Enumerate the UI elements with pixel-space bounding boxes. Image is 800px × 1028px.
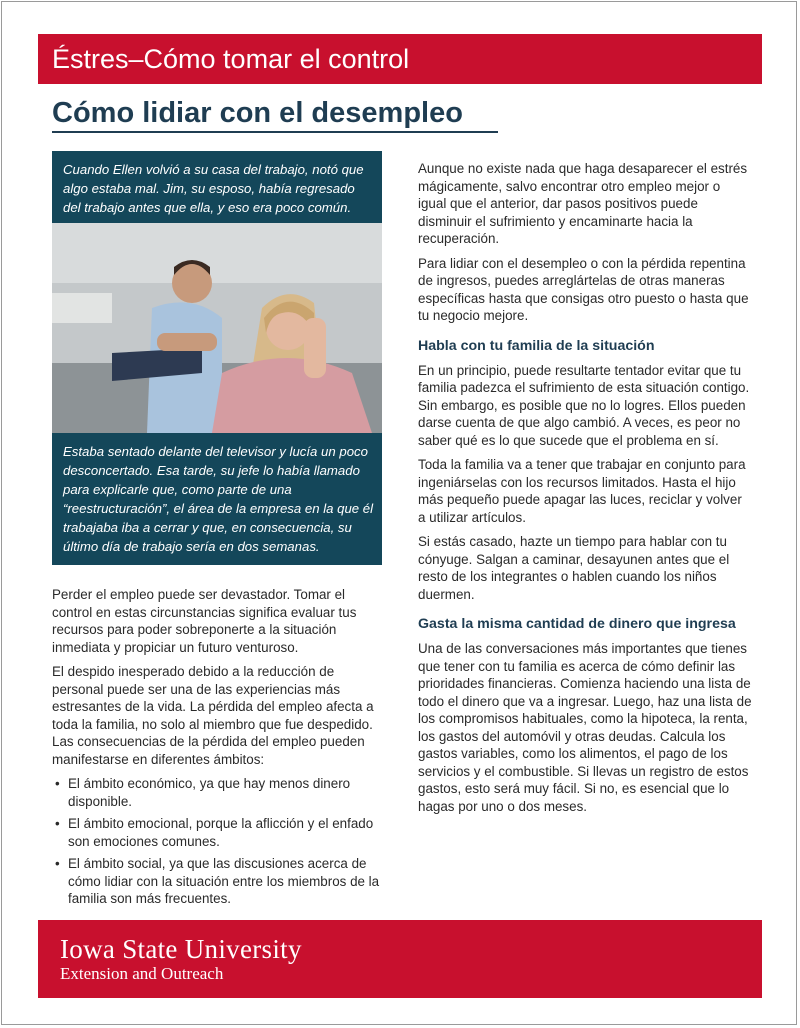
- list-item: • El ámbito social, ya que las discusiones acerca de cómo lidiar con la situación entre los miembros de la familia son más frecuentes.: [55, 856, 380, 906]
- series-banner: [38, 34, 762, 84]
- coping-paragraph: Para lidiar con el desempleo o con la pérdida repentina de ingresos, puedes arreglártelas de otras maneras específicas hasta que consigas otro puesto o hasta que tu negocio mejore.: [418, 255, 749, 323]
- budget-heading: Gasta la misma cantidad de dinero que ingresa: [418, 616, 736, 632]
- list-item: • El ámbito económico, ya que hay menos dinero disponible.: [55, 776, 351, 809]
- page-title: Cómo lidiar con el desempleo: [52, 97, 463, 129]
- series-title: Éstres–Cómo tomar el control: [52, 44, 410, 74]
- callout-story-text: Estaba sentado delante del televisor y lucía un poco desconcertado. Esa tarde, su jefe lo había llamado para explicarle que, como parte de una “reestructuración”, el área de la empresa en la que él trabajaba iba a cerrar y que, en consecuencia, su último día de trabajo sería en dos semanas.: [63, 444, 374, 554]
- list-item: • El ámbito emocional, porque la aflicción y el enfado son emociones comunes.: [55, 816, 374, 849]
- right-column: [418, 160, 752, 822]
- intro-paragraph: Perder el empleo puede ser devastador. Tomar el control en estas circunstancias significa evaluar tus recursos para poder sobreponerte a la situación inmediata y propiciar un futuro venturoso.: [52, 587, 357, 655]
- left-column: [52, 586, 382, 913]
- recovery-paragraph: Aunque no existe nada que haga desaparecer el estrés mágicamente, salvo encontrar otro empleo mejor o igual que el anterior, dar pasos positivos puede disminuir el sufrimiento y encaminarte hacia la recuperación.: [418, 161, 748, 246]
- photo-illustration: [52, 223, 382, 433]
- story-callout: [52, 151, 382, 565]
- family-paragraph: En un principio, puede resultarte tentador evitar que tu familia padezca el sufrimiento de esta situación contigo. Sin embargo, es posible que no lo logres. Ellos pueden darse cuenta de que algo cambió. A veces, es peor no saber qué es lo que sucede que el problema en sí.: [418, 362, 750, 448]
- unit-name: Extension and Outreach: [60, 964, 224, 983]
- impact-list: [52, 775, 382, 908]
- callout-intro-text: Cuando Ellen volvió a su casa del trabajo, notó que algo estaba mal. Jim, su esposo, había regresado del trabajo antes que ella, y eso era poco común.: [63, 162, 364, 215]
- title-underline: [52, 131, 498, 133]
- spouse-paragraph: Si estás casado, hazte un tiempo para hablar con tu cónyuge. Salgan a caminar, desayunen antes que el resto de los integrantes o hablen cuando los niños duermen.: [418, 534, 730, 602]
- budget-paragraph: Una de las conversaciones más importantes que tienes que tener con tu familia es acerca de cómo definir las prioridades financieras. Comienza haciendo una lista de todo el dinero que va a ingresar. Luego, haz una lista de los compromisos habituales, como la hipoteca, la renta, los gastos del automóvil y otras deudas. Calcula los gastos variables, como los alimentos, el pago de los servicios y el combustible. Si llevas un registro de estos gastos, esto será muy fácil. Si no, es esencial que lo hagas por uno o dos meses.: [418, 641, 752, 814]
- teamwork-paragraph: Toda la familia va a tener que trabajar en conjunto para ingeniárselas con los recursos limitados. Hasta el hijo más pequeño puede apagar las luces, reciclar y volver a utilizar artículos.: [418, 457, 746, 525]
- university-logo-text: Iowa State University: [60, 934, 302, 964]
- stressed-couple-photo: [52, 223, 382, 433]
- family-heading: Habla con tu familia de la situación: [418, 337, 655, 354]
- layoff-paragraph: El despido inesperado debido a la reducción de personal puede ser una de las experiencias más estresantes de la vida. La pérdida del empleo afecta a toda la familia, no solo al miembro que fue despedido. Las consecuencias de la pérdida del empleo pueden manifestarse en diferentes ámbitos:: [52, 664, 374, 767]
- university-footer: [38, 920, 762, 998]
